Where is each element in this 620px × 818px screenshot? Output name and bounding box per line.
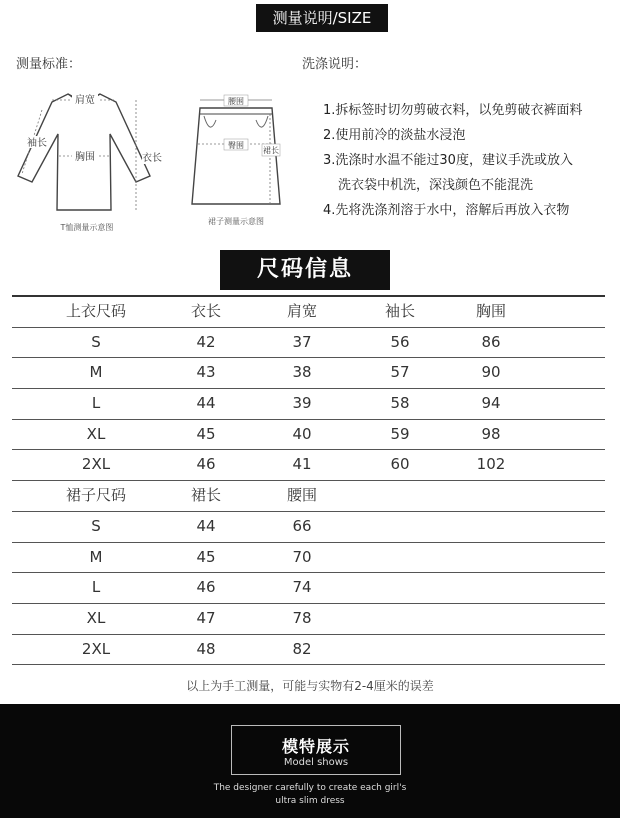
- skirt-hip-label: 臀围: [228, 141, 244, 150]
- table-cell: 46: [196, 578, 216, 597]
- table-cell: L: [91, 578, 101, 597]
- table-cell: XL: [86, 424, 106, 443]
- table-header-row-skirt: [12, 481, 605, 512]
- table-cell: 裙子尺码: [65, 486, 126, 505]
- table-cell: [447, 573, 535, 602]
- table-cell: 90: [481, 363, 501, 382]
- table-row: [12, 543, 605, 574]
- table-cell: 袖长: [384, 302, 415, 320]
- model-subtitle: Model shows: [283, 757, 349, 768]
- table-cell: 86: [481, 332, 501, 351]
- table-cell: M: [89, 547, 103, 566]
- table-cell: 48: [196, 639, 216, 658]
- wash-item: 洗衣袋中机洗，深浅颜色不能混洗: [338, 178, 534, 193]
- table-cell: [356, 543, 444, 572]
- measurement-footnote: 以上为手工测量，可能与实物有2-4厘米的误差: [186, 679, 434, 693]
- table-header-row-top: [12, 297, 605, 328]
- table-cell: 44: [196, 516, 216, 535]
- table-row: [12, 512, 605, 543]
- wash-item: 1.拆标签时切勿剪破衣料，以免剪破衣裤面料: [323, 103, 583, 118]
- table-row: [12, 604, 605, 635]
- table-cell: 98: [481, 424, 501, 443]
- table-cell: [447, 512, 535, 541]
- wash-label: 洗涤说明：: [302, 57, 368, 72]
- skirt-diagram: [186, 86, 286, 228]
- table-cell: 上衣尺码: [65, 302, 126, 320]
- model-title-box: [231, 725, 401, 775]
- size-banner: 尺码信息: [220, 250, 390, 290]
- table-cell: 94: [481, 394, 501, 413]
- tee-diagram: [12, 82, 162, 234]
- wash-instructions: [323, 98, 619, 223]
- table-cell: 78: [292, 608, 312, 627]
- table-cell: 82: [292, 639, 312, 658]
- table-cell: 57: [390, 363, 410, 382]
- table-cell: 2XL: [81, 455, 111, 474]
- table-row: [12, 635, 605, 666]
- table-cell: 45: [196, 424, 216, 443]
- table-cell: [447, 604, 535, 633]
- table-cell: 2XL: [81, 639, 111, 658]
- table-cell: 39: [292, 394, 312, 413]
- table-cell: 46: [196, 455, 216, 474]
- table-cell: 60: [390, 455, 410, 474]
- table-cell: 38: [292, 363, 312, 382]
- table-cell: 56: [390, 332, 410, 351]
- wash-item: 3.洗涤时水温不能过30度，建议手洗或放入: [323, 153, 573, 168]
- model-section: [0, 704, 620, 818]
- table-cell: 胸围: [475, 302, 506, 320]
- table-cell: 腰围: [286, 486, 317, 505]
- measure-label: 测量标准：: [16, 57, 82, 72]
- table-cell: [447, 635, 535, 664]
- table-cell: 102: [476, 455, 506, 474]
- table-cell: 58: [390, 394, 410, 413]
- wash-item: 2.使用前冷的淡盐水浸泡: [323, 128, 466, 143]
- table-cell: [356, 604, 444, 633]
- table-cell: M: [89, 363, 103, 382]
- table-cell: 43: [196, 363, 216, 382]
- table-cell: 70: [292, 547, 312, 566]
- skirt-waist-label: 腰围: [228, 97, 244, 106]
- table-cell: L: [91, 394, 101, 413]
- wash-item: 4.先将洗涤剂溶于水中，溶解后再放入衣物: [323, 203, 570, 218]
- tee-chest-label: 胸围: [75, 152, 95, 163]
- skirt-length-label: 裙长: [263, 146, 279, 155]
- tee-sleeve-label: 袖长: [27, 138, 47, 149]
- table-cell: [447, 481, 535, 510]
- table-cell: 45: [196, 547, 216, 566]
- table-cell: XL: [86, 608, 106, 627]
- table-row: [12, 328, 605, 359]
- table-cell: 74: [292, 578, 312, 597]
- model-title: 模特展示: [281, 737, 350, 756]
- table-cell: 40: [292, 424, 312, 443]
- table-cell: 37: [292, 332, 312, 351]
- table-row: [12, 389, 605, 420]
- table-cell: 41: [292, 455, 312, 474]
- table-cell: S: [91, 332, 101, 351]
- header-title: 测量说明/SIZE: [256, 4, 388, 32]
- table-cell: 47: [196, 608, 216, 627]
- tee-length-label: 衣长: [142, 153, 162, 164]
- table-cell: S: [91, 516, 101, 535]
- table-cell: [356, 481, 444, 510]
- table-cell: 66: [292, 516, 312, 535]
- skirt-caption: 裙子测量示意图: [208, 217, 264, 226]
- model-description-line-2: ultra slim dress: [275, 796, 345, 806]
- table-cell: 59: [390, 424, 410, 443]
- tee-shoulder-label: 肩宽: [75, 95, 95, 106]
- table-row: [12, 420, 605, 451]
- table-cell: [356, 573, 444, 602]
- table-cell: 衣长: [190, 302, 221, 320]
- table-row: [12, 450, 605, 481]
- table-cell: [356, 635, 444, 664]
- size-table: [12, 295, 605, 665]
- table-cell: 肩宽: [286, 302, 317, 320]
- table-row: [12, 573, 605, 604]
- model-description-line-1: The designer carefully to create each girl's: [213, 783, 407, 793]
- tee-caption: T恤测量示意图: [60, 223, 114, 232]
- table-cell: 44: [196, 394, 216, 413]
- table-cell: 42: [196, 332, 216, 351]
- table-cell: [447, 543, 535, 572]
- table-cell: 裙长: [190, 486, 221, 505]
- table-cell: [356, 512, 444, 541]
- table-row: [12, 358, 605, 389]
